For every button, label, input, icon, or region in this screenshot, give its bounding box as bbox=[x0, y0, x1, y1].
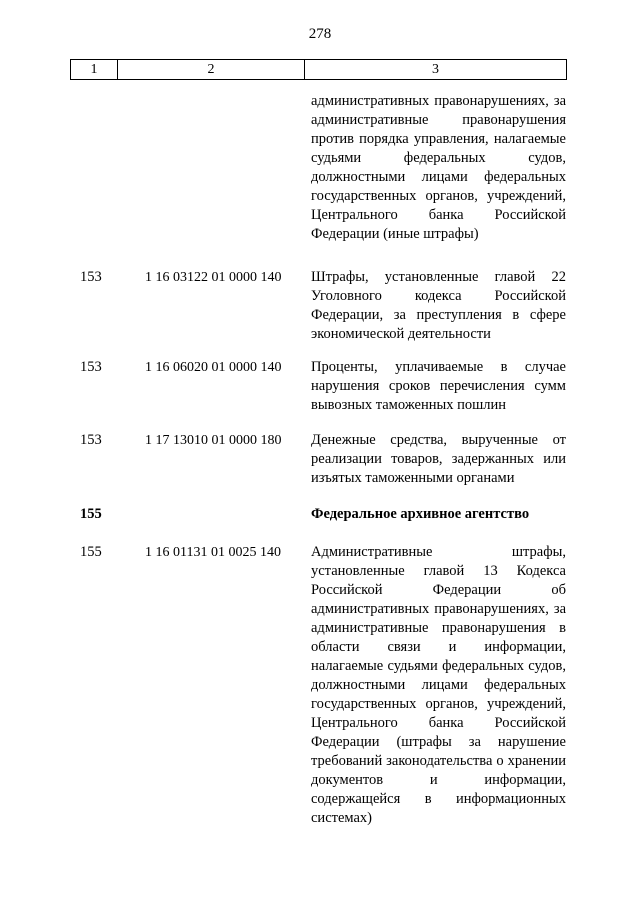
column-header-table bbox=[70, 59, 567, 80]
budget-classification-code: 1 16 01131 01 0025 140 bbox=[145, 545, 281, 560]
admin-code: 155 bbox=[80, 544, 102, 560]
agency-title: Федеральное архивное агентство bbox=[311, 506, 530, 522]
revenue-description: административных правонарушениях, за административные правонарушения против порядка управления, налагаемые судьями федеральных судов, должностными лицами федеральных государственных органов, учреждений, Центрального банка Российской Федерации (иные штрафы) bbox=[311, 93, 566, 242]
budget-classification-code: 1 16 06020 01 0000 140 bbox=[145, 360, 282, 375]
revenue-description: Штрафы, установленные главой 22 Уголовного кодекса Российской Федерации, за преступления в сфере экономической деятельности bbox=[311, 269, 566, 342]
column-header-3: 3 bbox=[305, 60, 567, 80]
budget-classification-code: 1 16 03122 01 0000 140 bbox=[145, 270, 282, 285]
admin-code: 153 bbox=[80, 269, 102, 285]
column-header-1: 1 bbox=[71, 60, 118, 80]
page-number: 278 bbox=[308, 26, 332, 42]
admin-code: 155 bbox=[80, 506, 102, 522]
budget-classification-code: 1 17 13010 01 0000 180 bbox=[145, 433, 282, 448]
admin-code: 153 bbox=[80, 359, 102, 375]
revenue-description: Проценты, уплачиваемые в случае нарушения сроков перечисления сумм вывозных таможенных пошлин bbox=[311, 359, 566, 413]
revenue-description: Денежные средства, вырученные от реализации товаров, задержанных или изъятых таможенными органами bbox=[311, 432, 566, 486]
revenue-description: Административные штрафы, установленные главой 13 Кодекса Российской Федерации об административных правонарушениях, за административные правонарушения в области связи и информации, налагаемые судьями федеральных судов, должностными лицами федеральных государственных органов, учреждений, Центрального банка Российской Федерации (штрафы за нарушение требований законодательства о хранении документов и информации, содержащейся в информационных системах) bbox=[311, 544, 566, 826]
admin-code: 153 bbox=[80, 432, 102, 448]
column-header-2: 2 bbox=[118, 60, 305, 80]
